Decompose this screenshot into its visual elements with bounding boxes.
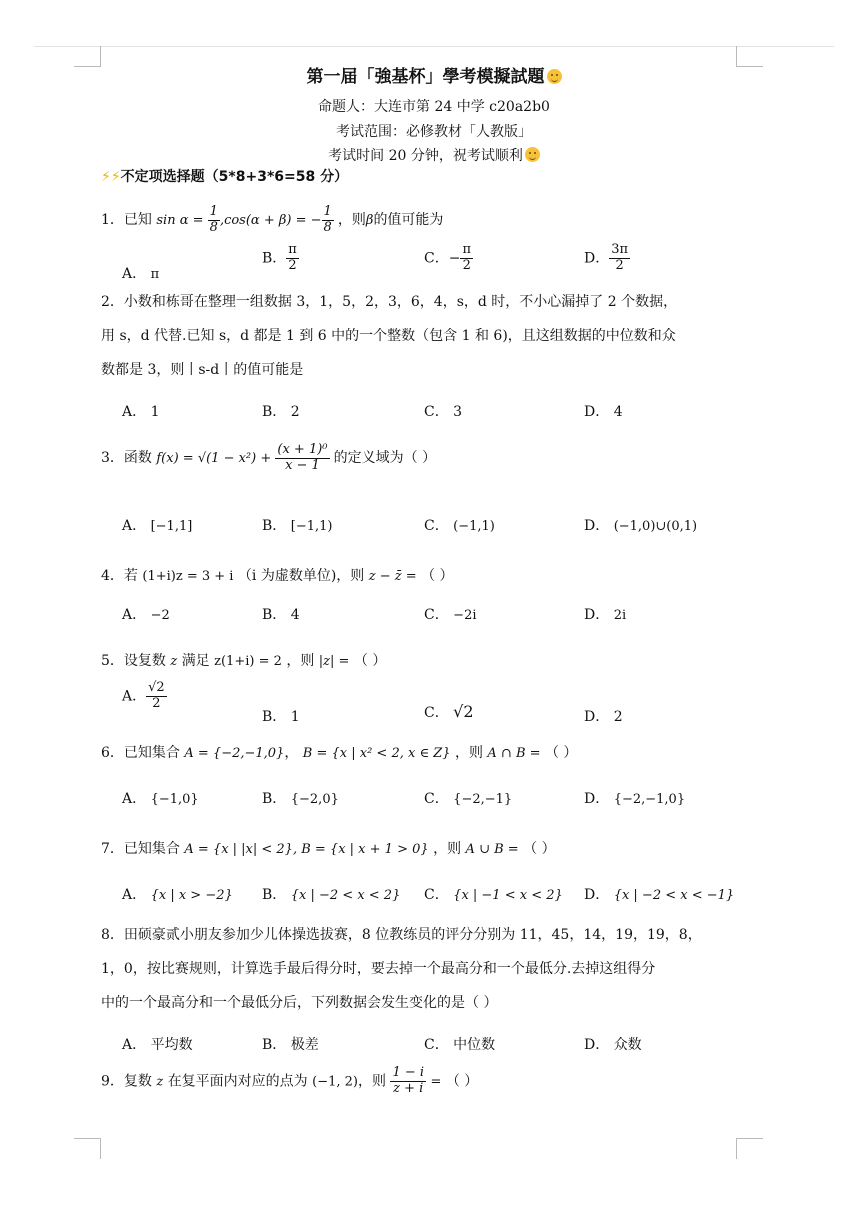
q2-line-3: 数都是 3，则丨s-d丨的值可能是 (101, 362, 304, 378)
q7-option-b[interactable] (262, 884, 400, 904)
q9-mid-2: ，则 (357, 1073, 386, 1090)
question-7 (101, 838, 556, 858)
kiss-emoji-icon (525, 147, 540, 162)
option-label: A． (122, 518, 147, 534)
q6-option-a[interactable] (122, 788, 199, 808)
q8-option-a[interactable] (122, 1034, 193, 1054)
q5-expr: z(1+i) = 2 (214, 654, 282, 669)
option-value: −2 (150, 608, 170, 623)
q1-f2-den: 8 (323, 219, 332, 235)
option-value: 4 (290, 607, 300, 623)
option-value: [−1,1) (290, 519, 333, 534)
q7-tail: （ ） (523, 841, 556, 857)
q2-option-d[interactable] (584, 401, 623, 421)
question-2 (101, 285, 741, 387)
q2-line-1: 2．小数和栋哥在整理一组数据 3，1，5，2，3，6，4，s，d 时，不小心漏掉了 2 个数据， (101, 294, 678, 310)
option-label: B． (262, 518, 287, 534)
exam-title (0, 62, 868, 87)
option-label: B． (262, 1037, 287, 1053)
q2-option-b[interactable] (262, 401, 300, 421)
page-top-rule (34, 46, 834, 47)
option-label: B． (262, 791, 287, 807)
q8-option-d[interactable] (584, 1034, 642, 1054)
option-value: 2 (290, 404, 300, 420)
q1-option-a[interactable] (122, 263, 159, 283)
option-value: π (150, 267, 160, 282)
option-label: D． (584, 404, 610, 420)
q6-option-c[interactable] (424, 788, 512, 808)
option-value: 4 (613, 404, 623, 420)
q2-option-c[interactable] (424, 401, 462, 421)
q3-option-a[interactable] (122, 515, 192, 535)
option-value: 2i (613, 608, 627, 623)
option-value: √2 (453, 702, 474, 721)
q4-tail: （ ） (421, 568, 454, 584)
question-8 (101, 918, 741, 1020)
q6-sep: ， (284, 745, 299, 761)
q8-line-3: 中的一个最高分和一个最低分后，下列数据会发生变化的是（ ） (101, 995, 498, 1011)
q6-option-d[interactable] (584, 788, 685, 808)
question-1 (101, 205, 443, 236)
option-label: C． (424, 791, 449, 807)
q5-mid-2: ，则 (286, 653, 315, 669)
option-label: C． (424, 887, 449, 903)
option-value: 3 (453, 404, 463, 420)
q1-beta: β (365, 212, 374, 228)
option-label: D． (584, 791, 610, 807)
q1-formula: sin α = $\frac{1}{8}$ ,cos(α + β) = − $\frac{1}{8}$ (156, 204, 332, 235)
q5-option-c[interactable] (424, 702, 474, 722)
option-label: C． (424, 705, 449, 721)
option-label: C． (424, 250, 449, 267)
q1-option-b[interactable] (262, 243, 299, 274)
q4-mid: （i 为虚数单位)，则 (237, 568, 365, 584)
q6-mid: ，则 (454, 745, 483, 761)
option-fraction (286, 243, 299, 274)
option-label: C． (424, 518, 449, 534)
q9-frac-num: 1 − i (392, 1065, 425, 1080)
q3-tail: 的定义域为（ ） (333, 449, 437, 466)
q1-option-c[interactable] (424, 243, 473, 274)
q5-option-d[interactable] (584, 706, 623, 726)
frac-num: 3π (611, 242, 629, 257)
q7-option-c[interactable] (424, 884, 563, 904)
q9-point: (−1, 2) (312, 1074, 358, 1090)
q5-mid: 满足 (181, 653, 210, 669)
option-value: {−2,0} (290, 792, 339, 807)
option-label: A． (122, 791, 147, 807)
q1-f1-num: 1 (209, 204, 218, 219)
wink-emoji-icon (547, 69, 562, 84)
option-label: A． (122, 266, 147, 282)
q8-line-2: 1，0，按比赛规则，计算选手最后得分时，要去掉一个最高分和一个最低分.去掉这组得分 (101, 961, 656, 977)
q9-z: z (156, 1074, 164, 1090)
q5-number: 5．设复数 (101, 653, 166, 669)
frac-den: 2 (462, 257, 471, 273)
option-label: B． (262, 709, 287, 725)
q7-expr: A = {x | |x| < 2}, B = {x | x + 1 > 0} (184, 842, 429, 857)
option-value: 1 (290, 709, 300, 725)
q5-tail: （ ） (353, 653, 387, 669)
q6-set-b: B = {x | x² < 2, x ∈ Z} (302, 746, 451, 761)
q1-f2-num: 1 (323, 204, 332, 219)
q7-option-a[interactable] (122, 884, 233, 904)
option-value: {−1,0} (150, 792, 199, 807)
frac-den: 2 (288, 257, 297, 273)
q3-frac-den: x − 1 (285, 457, 320, 473)
q1-option-d[interactable] (584, 243, 630, 274)
option-label: A． (122, 404, 147, 420)
q1-number: 1．已知 (101, 211, 152, 228)
crop-mark-bottom-right (736, 1138, 763, 1159)
option-label: D． (584, 887, 610, 903)
option-value: (−1,1) (453, 519, 495, 534)
option-value: 2 (613, 709, 623, 725)
q9-fraction (390, 1066, 426, 1097)
q7-number: 7．已知集合 (101, 841, 180, 857)
q4-option-c[interactable] (424, 604, 477, 624)
exam-title-text: 第一届「強基杯」學考模擬試題 (306, 67, 545, 87)
option-label: D． (584, 250, 610, 267)
q3-option-c[interactable] (424, 515, 495, 535)
option-label: D． (584, 518, 610, 534)
q3-option-b[interactable] (262, 515, 332, 535)
q1-formula-mid: ,cos(α + β) = − (219, 212, 322, 228)
q7-mid: ，则 (433, 841, 462, 857)
option-value: {x | −2 < x < 2} (290, 888, 401, 903)
q3-formula (156, 442, 333, 473)
q1-fraction-2 (322, 205, 334, 236)
option-label: A． (122, 1037, 147, 1053)
q9-frac-den: z + i (393, 1080, 424, 1096)
option-value: {x | −2 < x < −1} (613, 888, 735, 903)
q3-option-d[interactable] (584, 515, 697, 535)
q4-number: 4．若 (101, 568, 138, 584)
option-label: D． (584, 607, 610, 623)
option-label: C． (424, 1037, 449, 1053)
crop-mark-bottom-left (74, 1138, 101, 1159)
q8-option-b[interactable] (262, 1034, 319, 1054)
question-3 (101, 443, 436, 474)
option-value: {x | x > −2} (150, 888, 233, 903)
option-label: B． (262, 404, 287, 420)
q9-number: 9．复数 (101, 1073, 152, 1090)
option-value: (−1,0)∪(0,1) (613, 519, 698, 534)
exam-scope: 考试范围：必修教材「人教版」 (336, 124, 532, 140)
q8-option-c[interactable] (424, 1034, 495, 1054)
q7-option-d[interactable] (584, 884, 734, 904)
option-label: B． (262, 607, 287, 623)
q3-frac-num: (x + 1)⁰ (277, 442, 328, 457)
q9-mid: 在复平面内对应的点为 (167, 1073, 308, 1090)
option-value: −2i (453, 608, 477, 623)
option-value: 平均数 (150, 1037, 193, 1053)
option-label: B． (262, 250, 287, 267)
q2-line-2: 用 s，d 代替.已知 s，d 都是 1 到 6 中的一个整数（包含 1 和 6)，且这组数据的中位数和众 (101, 328, 676, 344)
option-label: D． (584, 1037, 610, 1053)
q5-option-a[interactable] (122, 681, 167, 712)
option-value: {−2,−1,0} (613, 792, 686, 807)
q1-f1-den: 8 (209, 219, 218, 235)
question-6 (101, 742, 577, 762)
q4-option-a[interactable] (122, 604, 170, 624)
frac-den: 2 (615, 257, 624, 273)
section-heading (101, 166, 348, 186)
option-sign: − (448, 250, 461, 267)
q6-expr: A ∩ B = (487, 746, 541, 761)
frac-num: π (462, 242, 471, 257)
q9-tail: （ ） (445, 1073, 479, 1090)
q3-fraction (275, 443, 329, 474)
q5-z: z (170, 654, 178, 669)
q1-tail-2: 的值可能为 (373, 211, 444, 228)
q3-fx: f(x) = √(1 − x²) + (156, 450, 272, 466)
q4-expr: (1+i)z = 3 + i (142, 569, 234, 584)
q5-option-b[interactable] (262, 706, 300, 726)
option-value: [−1,1] (150, 519, 193, 534)
option-value: 众数 (613, 1037, 642, 1053)
option-label: A． (122, 607, 147, 623)
q1-fraction-1 (208, 205, 220, 236)
q6-tail: （ ） (544, 745, 578, 761)
q8-line-1: 8．田硕豪贰小朋友参加少儿体操选拔赛，8 位教练员的评分分别为 11，45，14，19，19，8， (101, 927, 702, 943)
option-value: 极差 (290, 1037, 319, 1053)
option-value: {x | −1 < x < 2} (453, 888, 563, 903)
q7-expr-2: A ∪ B = (465, 842, 519, 857)
question-9 (101, 1066, 478, 1097)
option-label: A． (122, 887, 147, 903)
q6-option-b[interactable] (262, 788, 339, 808)
option-value: 1 (150, 404, 160, 420)
exam-time (0, 145, 868, 165)
question-5 (101, 650, 386, 670)
q3-number: 3．函数 (101, 449, 152, 466)
option-fraction (609, 243, 630, 274)
q2-option-a[interactable] (122, 401, 160, 421)
option-label: B． (262, 887, 287, 903)
q4-option-b[interactable] (262, 604, 300, 624)
frac-num: √2 (148, 680, 165, 695)
frac-den: 2 (152, 695, 161, 711)
option-label: A． (122, 688, 147, 705)
q9-eq: = (430, 1074, 442, 1090)
lightning-icon: ⚡⚡ (101, 169, 121, 185)
q4-expr-2: z − z̄ = (368, 569, 417, 584)
option-label: D． (584, 709, 610, 725)
exam-time-text: 考试时间 20 分钟，祝考试顺利 (328, 148, 523, 164)
option-value: 中位数 (453, 1037, 496, 1053)
question-4 (101, 565, 454, 585)
q6-number: 6．已知集合 (101, 745, 180, 761)
q6-set-a: A = {−2,−1,0} (184, 746, 285, 761)
q5-expr-2: |z| = (318, 654, 350, 669)
section-title: 不定项选择题（5*8+3*6=58 分） (120, 169, 349, 185)
option-value: {−2,−1} (453, 792, 513, 807)
q4-option-d[interactable] (584, 604, 626, 624)
option-label: C． (424, 607, 449, 623)
option-label: C． (424, 404, 449, 420)
option-fraction (460, 243, 473, 274)
option-fraction (146, 681, 167, 712)
frac-num: π (288, 242, 297, 257)
exam-author: 命题人：大连市第 24 中学 c20a2b0 (318, 99, 550, 115)
q1-tail-1: ，则 (337, 211, 366, 228)
